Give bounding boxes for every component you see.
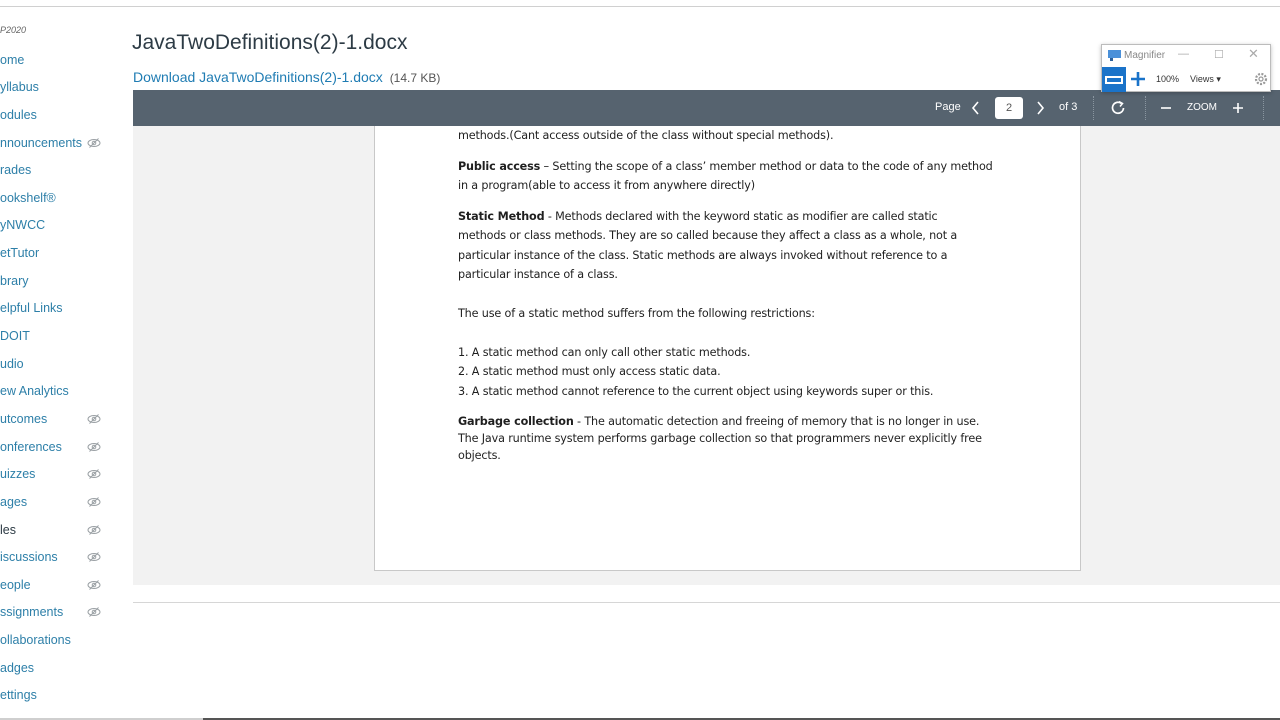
- maximize-button[interactable]: ☐: [1214, 49, 1224, 61]
- document-line: [458, 226, 1018, 246]
- sidebar-item-label: adges: [0, 661, 35, 675]
- sidebar-item-label: ettings: [0, 688, 37, 702]
- plus-icon: [1232, 102, 1244, 114]
- rotate-button[interactable]: [1108, 98, 1128, 118]
- sidebar-item-label: yNWCC: [0, 218, 46, 232]
- top-divider: [0, 6, 1280, 7]
- toolbar-separator: [1263, 96, 1264, 120]
- sidebar-item[interactable]: [0, 685, 110, 705]
- sidebar-item-label: ages: [0, 495, 28, 509]
- sidebar-item-label: rades: [0, 163, 32, 177]
- sidebar-item[interactable]: [0, 188, 110, 208]
- minimize-button[interactable]: —: [1178, 48, 1189, 60]
- eye-slash-icon: [87, 467, 101, 481]
- minus-icon: [1105, 76, 1123, 84]
- eye-slash-icon: [87, 578, 101, 592]
- zoom-in-button[interactable]: [1228, 98, 1248, 118]
- line-text: - The automatic detection and freeing of memory that is no longer in use.: [573, 415, 980, 428]
- toolbar-separator: [1145, 96, 1146, 120]
- download-link[interactable]: Download JavaTwoDefinitions(2)-1.docx: [133, 69, 383, 85]
- sidebar-item[interactable]: [0, 133, 110, 153]
- line-text: particular instance of a class.: [458, 268, 618, 281]
- document-line: [458, 304, 1018, 324]
- sidebar-item-label: ollaborations: [0, 633, 71, 647]
- eye-slash-icon: [87, 440, 101, 454]
- line-text: – Setting the scope of a class’ member method or data to the code of any method: [540, 160, 993, 173]
- document-line: [458, 207, 1018, 227]
- line-text: methods.(Cant access outside of the class without special methods).: [458, 129, 834, 142]
- viewer-toolbar: [133, 90, 1280, 126]
- sidebar-item[interactable]: [0, 575, 110, 595]
- document-line: [458, 157, 1018, 177]
- sidebar-item-label: odules: [0, 108, 37, 122]
- eye-slash-icon: [87, 523, 101, 537]
- zoom-out-button[interactable]: [1156, 98, 1176, 118]
- magnifier-zoom-in-button[interactable]: [1128, 68, 1148, 90]
- sidebar-item[interactable]: [0, 658, 110, 678]
- sidebar-item[interactable]: [0, 492, 110, 512]
- line-text: The Java runtime system performs garbage collection so that programmers never explicitly free: [458, 432, 982, 445]
- line-text: 3. A static method cannot reference to the current object using keywords super or this.: [458, 385, 934, 398]
- previous-page-button[interactable]: [966, 98, 986, 118]
- close-button[interactable]: ✕: [1248, 46, 1259, 61]
- line-text: particular instance of the class. Static methods are always invoked without reference to a: [458, 249, 948, 262]
- page-total: of 3: [1059, 101, 1078, 113]
- term-heading: Garbage collection: [458, 415, 574, 428]
- eye-slash-icon: [87, 495, 101, 509]
- document-line: [458, 413, 1018, 430]
- sidebar-item-label: ew Analytics: [0, 384, 69, 398]
- sidebar-item-label: nnouncements: [0, 136, 83, 150]
- sidebar-item[interactable]: [0, 602, 110, 622]
- magnifier-zoom-out-button[interactable]: [1102, 67, 1126, 92]
- sidebar-item-label: uizzes: [0, 467, 36, 481]
- document-line: [458, 447, 1018, 464]
- sidebar-item-label: onferences: [0, 440, 62, 454]
- sidebar-item-label: udio: [0, 357, 24, 371]
- sidebar-item[interactable]: [0, 77, 110, 97]
- file-size: (14.7 KB): [389, 71, 441, 85]
- sidebar-item[interactable]: [0, 50, 110, 70]
- next-page-button[interactable]: [1030, 98, 1050, 118]
- document-line: [458, 343, 1018, 363]
- eye-slash-icon: [87, 412, 101, 426]
- content-divider: [133, 602, 1280, 603]
- views-dropdown[interactable]: Views ▾: [1190, 74, 1221, 84]
- sidebar-item[interactable]: [0, 271, 110, 291]
- sidebar-item-label: yllabus: [0, 80, 39, 94]
- sidebar-item-label: etTutor: [0, 246, 40, 260]
- sidebar-item-label: les: [0, 523, 16, 537]
- document-line: [458, 430, 1018, 447]
- plus-icon: [1130, 71, 1146, 87]
- sidebar-item[interactable]: [0, 520, 110, 540]
- download-row: [133, 69, 440, 85]
- line-text: The use of a static method suffers from the following restrictions:: [458, 307, 815, 320]
- chevron-left-icon: [971, 101, 981, 115]
- sidebar-item-label: DOIT: [0, 329, 30, 343]
- minus-icon: [1160, 102, 1172, 114]
- line-text: - Methods declared with the keyword static as modifier are called static: [544, 210, 938, 223]
- eye-slash-icon: [87, 605, 101, 619]
- line-text: 1. A static method can only call other static methods.: [458, 346, 751, 359]
- document-viewer: [133, 90, 1280, 585]
- sidebar-item[interactable]: [0, 381, 110, 401]
- chevron-right-icon: [1035, 101, 1045, 115]
- toolbar-separator: [1093, 96, 1094, 120]
- sidebar-item-label: utcomes: [0, 412, 48, 426]
- line-text: objects.: [458, 449, 501, 462]
- sidebar-item[interactable]: [0, 409, 110, 429]
- term-heading: Public access: [458, 160, 541, 173]
- sidebar-item-label: ssignments: [0, 605, 64, 619]
- document-line: [458, 246, 1018, 266]
- line-text: 2. A static method must only access static data.: [458, 365, 721, 378]
- sidebar-item[interactable]: [0, 464, 110, 484]
- sidebar-item-label: brary: [0, 274, 29, 288]
- eye-slash-icon: [87, 550, 101, 564]
- magnifier-title: Magnifier: [1124, 50, 1166, 61]
- page-title: JavaTwoDefinitions(2)-1.docx: [132, 31, 408, 54]
- sidebar-item-label: ome: [0, 53, 25, 67]
- sidebar-item[interactable]: [0, 215, 110, 235]
- sidebar-item[interactable]: [0, 298, 110, 318]
- page-label: Page: [935, 101, 961, 113]
- sidebar-item[interactable]: [0, 437, 110, 457]
- line-text: methods or class methods. They are so called because they affect a class as a whole, not a: [458, 229, 958, 242]
- document-page: [374, 126, 1081, 571]
- sidebar-item-label: iscussions: [0, 550, 58, 564]
- document-line: [458, 126, 1018, 146]
- term-heading: Static Method: [458, 210, 545, 223]
- sidebar-item[interactable]: [0, 326, 110, 346]
- course-navigation: [0, 0, 120, 720]
- sidebar-item-label: ookshelf®: [0, 191, 56, 205]
- rotate-icon: [1110, 100, 1126, 116]
- document-line: [458, 265, 1018, 285]
- sidebar-item[interactable]: [0, 630, 110, 650]
- sidebar-item[interactable]: [0, 354, 110, 374]
- line-text: in a program(able to access it from anywhere directly): [458, 179, 755, 192]
- eye-slash-icon: [87, 136, 101, 150]
- sidebar-item[interactable]: [0, 243, 110, 263]
- sidebar-item[interactable]: [0, 105, 110, 125]
- sidebar-item-label: elpful Links: [0, 301, 63, 315]
- sidebar-item-label: eople: [0, 578, 31, 592]
- page-number-input[interactable]: [995, 97, 1023, 119]
- gear-icon[interactable]: [1253, 71, 1269, 87]
- magnifier-window: [1101, 44, 1271, 92]
- document-line: [458, 382, 1018, 402]
- sidebar-item[interactable]: [0, 160, 110, 180]
- magnifier-zoom-level: 100%: [1156, 74, 1180, 84]
- document-line: [458, 176, 1018, 196]
- document-line: [458, 362, 1018, 382]
- sidebar-item[interactable]: [0, 547, 110, 567]
- zoom-label: ZOOM: [1187, 102, 1217, 113]
- course-code: P2020: [0, 25, 27, 35]
- magnifier-logo-icon: [1108, 50, 1121, 61]
